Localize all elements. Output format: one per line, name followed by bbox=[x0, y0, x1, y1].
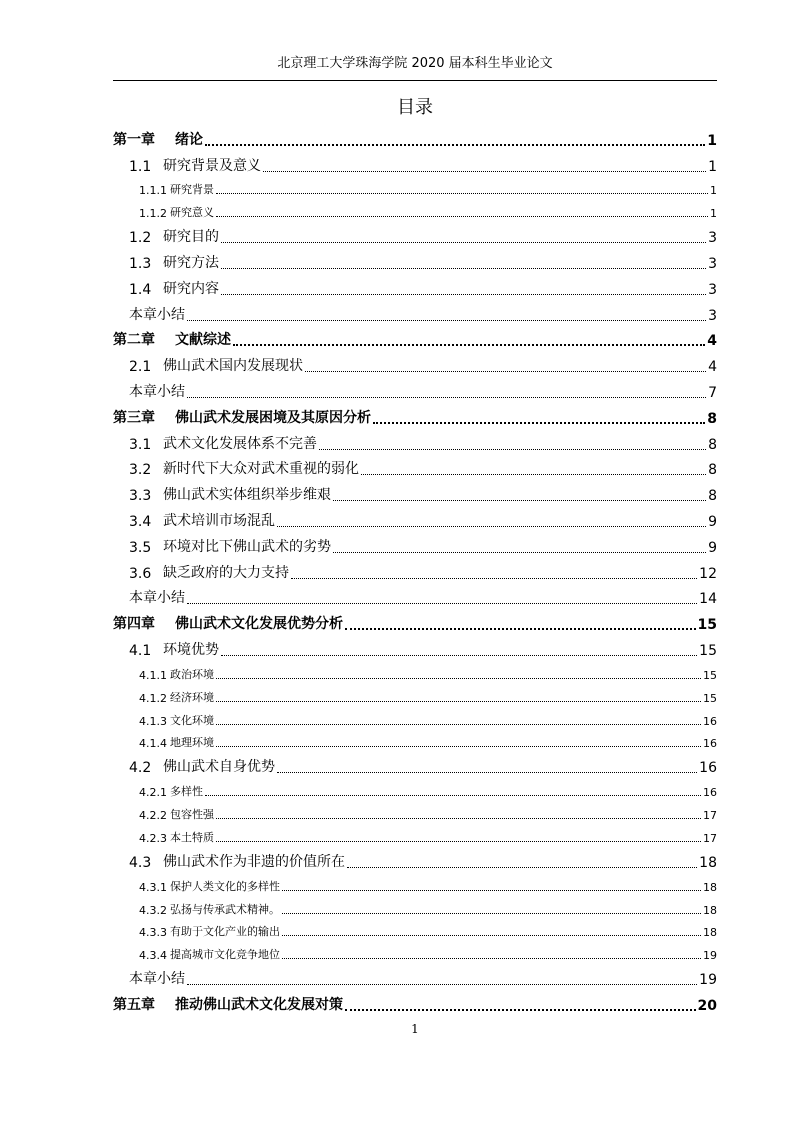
dot-leader bbox=[291, 578, 697, 579]
toc-entry-number: 3.6 bbox=[129, 565, 152, 582]
toc-entry-subsection[interactable] bbox=[113, 896, 717, 919]
toc-entry-number: 第二章 bbox=[113, 332, 155, 349]
toc-title: 目录 bbox=[397, 97, 433, 118]
toc-entry-page: 7 bbox=[708, 384, 717, 401]
toc-entry-number: 4.3.4 bbox=[139, 949, 167, 963]
dot-leader bbox=[277, 772, 697, 773]
toc-entry-page: 8 bbox=[708, 488, 717, 505]
toc-entry-title: 佛山武术国内发展现状 bbox=[163, 358, 303, 375]
dot-leader bbox=[216, 818, 701, 819]
dot-leader bbox=[347, 867, 697, 868]
dot-leader bbox=[282, 913, 701, 914]
toc-entry-title: 佛山武术自身优势 bbox=[163, 759, 275, 776]
toc-entry-section[interactable] bbox=[113, 532, 717, 558]
toc-entry-number: 4.1.1 bbox=[139, 668, 167, 682]
dot-leader bbox=[345, 628, 696, 630]
toc-entry-number: 4.1 bbox=[129, 642, 152, 659]
toc-entry-number: 第三章 bbox=[113, 409, 155, 426]
toc-entry-page: 1 bbox=[707, 132, 717, 149]
toc-entry-number: 3.5 bbox=[129, 539, 152, 556]
toc-entry-title: 有助于文化产业的输出 bbox=[170, 925, 280, 939]
toc-entry-page: 9 bbox=[708, 539, 717, 556]
toc-entry-page: 15 bbox=[703, 691, 717, 705]
table-of-contents bbox=[113, 125, 717, 1016]
toc-entry-subsection[interactable] bbox=[113, 919, 717, 942]
toc-entry-subsection[interactable] bbox=[113, 177, 717, 200]
dot-leader bbox=[333, 552, 706, 553]
toc-entry-number: 3.4 bbox=[129, 513, 152, 530]
toc-entry-page: 1 bbox=[708, 158, 717, 175]
toc-entry-page: 19 bbox=[699, 972, 717, 989]
dot-leader bbox=[187, 397, 706, 398]
toc-entry-number: 4.3.1 bbox=[139, 880, 167, 894]
toc-entry-page: 3 bbox=[708, 281, 717, 298]
dot-leader bbox=[216, 701, 701, 702]
toc-entry-number: 1.1.2 bbox=[139, 207, 167, 221]
toc-entry-subsection[interactable] bbox=[113, 707, 717, 730]
page-header: 北京理工大学珠海学院 2020 届本科生毕业论文 bbox=[277, 56, 553, 71]
toc-entry-section[interactable] bbox=[113, 151, 717, 177]
toc-entry-page: 16 bbox=[703, 737, 717, 751]
toc-entry-page: 15 bbox=[697, 617, 717, 634]
toc-entry-title: 研究意义 bbox=[170, 206, 214, 220]
toc-entry-title: 地理环境 bbox=[170, 736, 214, 750]
toc-entry-section[interactable] bbox=[113, 248, 717, 274]
toc-entry-number: 4.2.2 bbox=[139, 809, 167, 823]
toc-entry-section[interactable] bbox=[113, 635, 717, 661]
toc-entry-title: 研究方法 bbox=[163, 254, 219, 271]
toc-entry-title: 研究背景 bbox=[170, 183, 214, 197]
dot-leader bbox=[205, 795, 701, 796]
toc-entry-section[interactable] bbox=[113, 752, 717, 778]
toc-entry-number: 4.1.4 bbox=[139, 737, 167, 751]
page-number-footer: 1 bbox=[411, 1022, 419, 1036]
toc-entry-page: 17 bbox=[703, 831, 717, 845]
toc-entry-subsection[interactable] bbox=[113, 801, 717, 824]
toc-entry-number: 4.1.2 bbox=[139, 691, 167, 705]
toc-entry-section[interactable] bbox=[113, 429, 717, 455]
toc-entry-number: 4.2.3 bbox=[139, 831, 167, 845]
toc-entry-page: 8 bbox=[707, 410, 717, 427]
toc-entry-page: 9 bbox=[708, 513, 717, 530]
toc-entry-chapter[interactable] bbox=[113, 403, 717, 429]
toc-entry-page: 18 bbox=[699, 854, 717, 871]
dot-leader bbox=[319, 449, 706, 450]
toc-entry-section[interactable] bbox=[113, 274, 717, 300]
dot-leader bbox=[187, 320, 706, 321]
toc-entry-page: 18 bbox=[703, 926, 717, 940]
toc-entry-number: 4.3.3 bbox=[139, 926, 167, 940]
toc-entry-subsection[interactable] bbox=[113, 778, 717, 801]
toc-entry-subsection[interactable] bbox=[113, 661, 717, 684]
toc-entry-number: 4.2 bbox=[129, 760, 152, 777]
toc-entry-page: 18 bbox=[703, 880, 717, 894]
toc-entry-title: 武术培训市场混乱 bbox=[163, 512, 275, 529]
toc-entry-number: 第四章 bbox=[113, 616, 155, 633]
toc-entry-chapter[interactable] bbox=[113, 125, 717, 151]
toc-entry-page: 17 bbox=[703, 809, 717, 823]
toc-entry-page: 3 bbox=[708, 307, 717, 324]
toc-entry-page: 8 bbox=[708, 436, 717, 453]
toc-entry-page: 15 bbox=[699, 642, 717, 659]
dot-leader bbox=[282, 958, 701, 959]
dot-leader bbox=[216, 746, 701, 747]
dot-leader bbox=[345, 1009, 696, 1011]
toc-entry-page: 20 bbox=[697, 997, 717, 1014]
toc-entry-section[interactable] bbox=[113, 480, 717, 506]
toc-entry-title: 研究背景及意义 bbox=[163, 157, 261, 174]
toc-entry-title: 绪论 bbox=[175, 131, 203, 148]
toc-entry-title: 弘扬与传承武术精神。 bbox=[170, 902, 280, 916]
toc-entry-number: 3.1 bbox=[129, 436, 152, 453]
dot-leader bbox=[233, 344, 705, 346]
toc-entry-title: 文化环境 bbox=[170, 713, 214, 727]
toc-entry-title: 文献综述 bbox=[175, 332, 231, 349]
toc-entry-section[interactable] bbox=[113, 847, 717, 873]
toc-entry-chapter[interactable] bbox=[113, 609, 717, 635]
toc-entry-summary[interactable] bbox=[113, 300, 717, 326]
toc-entry-subsection[interactable] bbox=[113, 684, 717, 707]
toc-entry-number: 1.4 bbox=[129, 281, 152, 298]
dot-leader bbox=[221, 655, 697, 656]
header-rule bbox=[113, 80, 717, 81]
toc-entry-title: 本土特质 bbox=[170, 830, 214, 844]
toc-entry-page: 19 bbox=[703, 949, 717, 963]
toc-entry-page: 4 bbox=[707, 333, 717, 350]
dot-leader bbox=[263, 171, 706, 172]
toc-entry-number: 第一章 bbox=[113, 131, 155, 148]
toc-entry-number: 4.1.3 bbox=[139, 714, 167, 728]
toc-entry-number: 3.2 bbox=[129, 462, 152, 479]
toc-entry-subsection[interactable] bbox=[113, 824, 717, 847]
toc-entry-title: 多样性 bbox=[170, 785, 203, 799]
toc-entry-section[interactable] bbox=[113, 222, 717, 248]
toc-entry-number: 1.1 bbox=[129, 158, 152, 175]
toc-entry-subsection[interactable] bbox=[113, 730, 717, 753]
toc-entry-page: 3 bbox=[708, 230, 717, 247]
dot-leader bbox=[221, 268, 706, 269]
toc-entry-page: 8 bbox=[708, 462, 717, 479]
dot-leader bbox=[277, 526, 706, 527]
toc-entry-title: 环境优势 bbox=[163, 641, 219, 658]
toc-entry-page: 12 bbox=[699, 565, 717, 582]
dot-leader bbox=[216, 193, 708, 194]
toc-entry-page: 3 bbox=[708, 255, 717, 272]
toc-entry-title: 推动佛山武术文化发展对策 bbox=[175, 996, 343, 1013]
dot-leader bbox=[221, 294, 706, 295]
toc-entry-chapter[interactable] bbox=[113, 326, 717, 352]
dot-leader bbox=[216, 724, 701, 725]
dot-leader bbox=[305, 371, 706, 372]
toc-entry-title: 本章小结 bbox=[129, 590, 185, 607]
toc-entry-page: 18 bbox=[703, 903, 717, 917]
dot-leader bbox=[221, 242, 706, 243]
dot-leader bbox=[216, 216, 708, 217]
toc-entry-title: 政治环境 bbox=[170, 667, 214, 681]
toc-entry-title: 包容性强 bbox=[170, 808, 214, 822]
toc-entry-section[interactable] bbox=[113, 455, 717, 481]
dot-leader bbox=[216, 678, 701, 679]
toc-entry-title: 本章小结 bbox=[129, 383, 185, 400]
toc-entry-title: 新时代下大众对武术重视的弱化 bbox=[163, 461, 359, 478]
toc-entry-title: 缺乏政府的大力支持 bbox=[163, 564, 289, 581]
toc-entry-number: 2.1 bbox=[129, 359, 152, 376]
dot-leader bbox=[187, 603, 697, 604]
toc-entry-page: 16 bbox=[703, 786, 717, 800]
toc-entry-section[interactable] bbox=[113, 558, 717, 584]
toc-entry-subsection[interactable] bbox=[113, 873, 717, 896]
toc-entry-summary[interactable] bbox=[113, 377, 717, 403]
toc-entry-chapter[interactable] bbox=[113, 990, 717, 1016]
dot-leader bbox=[333, 500, 706, 501]
toc-entry-number: 1.2 bbox=[129, 230, 152, 247]
dot-leader bbox=[205, 144, 705, 146]
toc-entry-page: 1 bbox=[710, 184, 717, 198]
toc-entry-title: 环境对比下佛山武术的劣势 bbox=[163, 538, 331, 555]
toc-entry-page: 14 bbox=[699, 591, 717, 608]
toc-entry-page: 16 bbox=[699, 760, 717, 777]
toc-entry-title: 研究内容 bbox=[163, 280, 219, 297]
toc-entry-subsection[interactable] bbox=[113, 941, 717, 964]
toc-entry-summary[interactable] bbox=[113, 584, 717, 610]
toc-entry-number: 4.3 bbox=[129, 854, 152, 871]
toc-entry-number: 1.1.1 bbox=[139, 184, 167, 198]
dot-leader bbox=[361, 474, 706, 475]
toc-entry-number: 4.3.2 bbox=[139, 903, 167, 917]
toc-entry-title: 本章小结 bbox=[129, 971, 185, 988]
toc-entry-subsection[interactable] bbox=[113, 199, 717, 222]
toc-entry-title: 保护人类文化的多样性 bbox=[170, 879, 280, 893]
toc-entry-title: 武术文化发展体系不完善 bbox=[163, 435, 317, 452]
toc-entry-page: 1 bbox=[710, 207, 717, 221]
toc-entry-number: 4.2.1 bbox=[139, 786, 167, 800]
toc-entry-number: 1.3 bbox=[129, 255, 152, 272]
toc-entry-title: 佛山武术实体组织举步维艰 bbox=[163, 487, 331, 504]
toc-entry-summary[interactable] bbox=[113, 964, 717, 990]
toc-entry-title: 佛山武术发展困境及其原因分析 bbox=[175, 409, 371, 426]
toc-entry-title: 提高城市文化竞争地位 bbox=[170, 948, 280, 962]
toc-entry-page: 15 bbox=[703, 668, 717, 682]
toc-entry-page: 16 bbox=[703, 714, 717, 728]
toc-entry-title: 本章小结 bbox=[129, 306, 185, 323]
toc-entry-title: 研究目的 bbox=[163, 229, 219, 246]
dot-leader bbox=[282, 935, 701, 936]
toc-entry-section[interactable] bbox=[113, 351, 717, 377]
toc-entry-page: 4 bbox=[708, 359, 717, 376]
toc-entry-section[interactable] bbox=[113, 506, 717, 532]
toc-entry-title: 佛山武术文化发展优势分析 bbox=[175, 616, 343, 633]
toc-entry-number: 3.3 bbox=[129, 488, 152, 505]
dot-leader bbox=[373, 422, 705, 424]
toc-entry-title: 经济环境 bbox=[170, 690, 214, 704]
dot-leader bbox=[216, 841, 701, 842]
dot-leader bbox=[187, 984, 697, 985]
toc-entry-title: 佛山武术作为非遗的价值所在 bbox=[163, 853, 345, 870]
dot-leader bbox=[282, 890, 701, 891]
toc-entry-number: 第五章 bbox=[113, 996, 155, 1013]
